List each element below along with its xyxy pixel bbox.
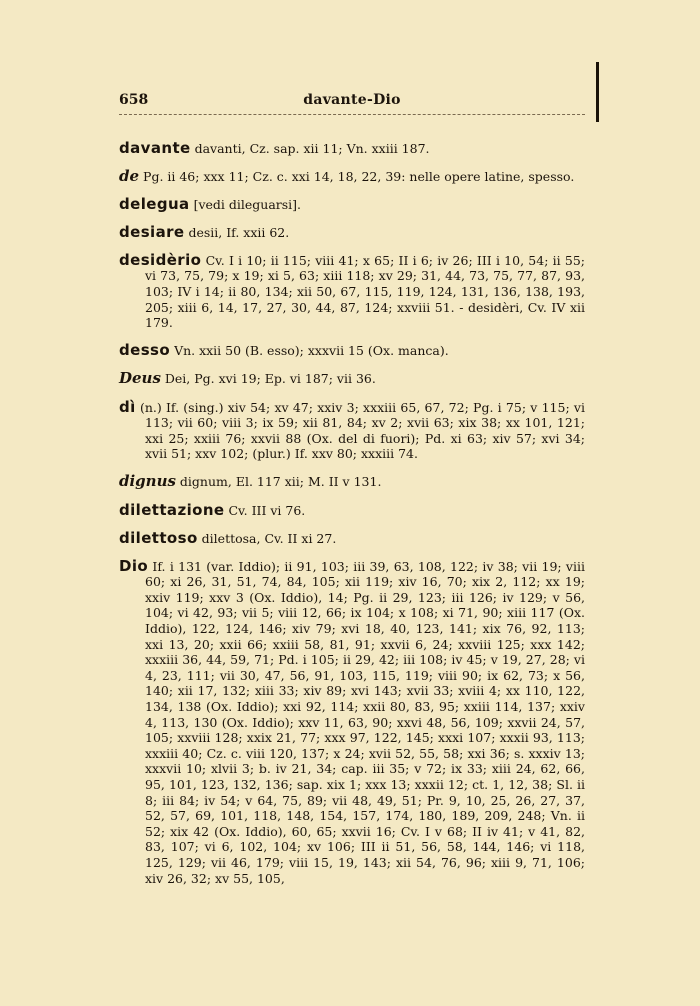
entry-dilettazione	[119, 500, 585, 519]
entry-text: If. i 131 (var. Iddio); ii 91, 103; iii 39, 63, 108, 122; iv 38; vii 19; viii 60; xi 26, 31, 51, 74, 84, 105; xii 119; xiv 16, 70; xix 2, 112; xx 19; xxiv 119; xxv 3 (Ox. Iddio), 14; Pg. ii 29, 123; iii 126; iv 129; v 56, 104; vi 42, 93; vii 5; viii 12, 66; ix 104; x 108; xi 71, 90; xiii 117 (Ox. Iddio), 122, 124, 146; xiv 79; xvi 18, 40, 123, 141; xix 76, 92, 113; xxi 13, 20; xxii 66; xxiii 58, 81, 91; xxvii 6, 24; xxviii 125; xxx 142; xxxiii 36, 44, 59, 71; Pd. i 105; ii 29, 42; iii 108; iv 45; v 19, 27, 28; vi 4, 23, 111; vii 30, 47, 56, 91, 103, 115, 119; viii 90; ix 62, 73; x 56, 140; xii 17, 132; xiii 33; xiv 89; xvi 143; xvii 33; xviii 4; xx 110, 122, 134, 138 (Ox. Iddio); xxi 92, 114; xxii 80, 83, 95; xxiii 114, 137; xxiv 4, 113, 130 (Ox. Iddio); xxv 11, 63, 90; xxvi 48, 56, 109; xxvii 24, 57, 105; xxviii 128; xxix 21, 77; xxx 97, 122, 145; xxxi 107; xxxii 93, 113; xxxiii 40; Cz. c. viii 120, 137; x 24; xvii 52, 55, 58; xxi 36; s. xxxiv 13; xxxvii 10; xlvii 3; b. iv 21, 34; cap. iii 35; v 72; ix 33; xiii 24, 62, 66, 95, 101, 123, 132, 136; sap. xix 1; xxx 13; xxxii 12; ct. 1, 12, 38; Sl. ii 8; iii 84; iv 54; v 64, 75, 89; vii 48, 49, 51; Pr. 9, 10, 25, 26, 27, 37, 52, 57, 69, 101, 118, 148, 154, 157, 174, 180, 189, 209, 248; Vn. ii 52; xix 42 (Ox. Iddio), 60, 65; xxvii 16; Cv. I v 68; II iv 41; v 41, 82, 83, 107; vi 6, 102, 104; xv 106; III ii 51, 56, 58, 144, 146; vi 118, 125, 129; vii 46, 179; viii 15, 19, 143; xii 54, 76, 96; xiii 9, 71, 106; xiv 26, 32; xv 55, 105,	[145, 558, 585, 886]
page-number: 658	[119, 92, 149, 108]
entry-text: Vn. xxii 50 (B. esso); xxxvii 15 (Ox. manca).	[174, 343, 449, 359]
running-head: davante-Dio	[303, 92, 401, 108]
headword: delegua	[119, 194, 190, 213]
header-rule	[119, 114, 585, 115]
entry-text: dilettosa, Cv. II xi 27.	[201, 530, 337, 546]
entry-dignus	[119, 474, 585, 490]
entry-text: Dei, Pg. xvi 19; Ep. vi 187; vii 36.	[164, 371, 376, 387]
entry-dio	[119, 556, 585, 886]
headword: desidèrio	[119, 250, 202, 269]
entry-text: Cv. I i 10; ii 115; viii 41; x 65; II i 6; iv 26; III i 10, 54; ii 55; vi 73, 75, 79; x 19; xi 5, 63; xiii 118; xv 29; 31, 44, 73, 75, 77, 87, 93, 103; IV i 14; ii 80, 134; xii 50, 67, 115, 119, 124, 131, 136, 138, 193, 205; xiii 6, 14, 17, 27, 30, 44, 87, 124; xxviii 51. - desidèri, Cv. IV xii 179.	[145, 252, 585, 331]
entry-text: Cv. III vi 76.	[228, 502, 306, 518]
headword: davante	[119, 138, 191, 157]
headword: Deus	[119, 369, 161, 388]
entry-dilettoso	[119, 528, 585, 547]
entry-text: davanti, Cz. sap. xii 11; Vn. xxiii 187.	[194, 140, 430, 156]
entry-text: [vedi dileguarsi].	[193, 196, 302, 212]
entry-delegua	[119, 194, 585, 213]
dictionary-entries	[119, 128, 585, 890]
page-header	[119, 92, 585, 112]
entry-desiare	[119, 222, 585, 241]
headword: desiare	[119, 222, 185, 241]
entry-deus	[119, 371, 585, 387]
page-edge-mark	[596, 62, 599, 122]
entry-desiderio	[119, 250, 585, 331]
entry-text: Pg. ii 46; xxx 11; Cz. c. xxi 14, 18, 22, 39: nelle opere latine, spesso.	[143, 168, 575, 184]
entry-davante	[119, 138, 585, 157]
headword: dì	[119, 397, 136, 416]
headword: Dio	[119, 556, 149, 575]
entry-desso	[119, 343, 585, 359]
entry-text: desii, If. xxii 62.	[188, 224, 290, 240]
headword: de	[119, 166, 140, 185]
entry-text: dignum, El. 117 xii; M. II v 131.	[179, 474, 382, 490]
headword: dilettoso	[119, 528, 198, 547]
entry-de	[119, 166, 585, 185]
entry-di	[119, 397, 585, 462]
entry-text: (n.) If. (sing.) xiv 54; xv 47; xxiv 3; xxxiii 65, 67, 72; Pg. i 75; v 115; vi 113; vii 60; viii 3; ix 59; xii 81, 84; xv 2; xvii 63; xix 38; xx 101, 121; xxi 25; xxiii 76; xxvii 88 (Ox. del di fuori); Pd. xi 63; xiv 57; xvi 34; xvii 51; xxv 102; (plur.) If. xxv 80; xxxiii 74.	[139, 399, 585, 462]
headword: desso	[119, 341, 171, 360]
headword: dignus	[119, 472, 176, 491]
headword: dilettazione	[119, 500, 225, 519]
